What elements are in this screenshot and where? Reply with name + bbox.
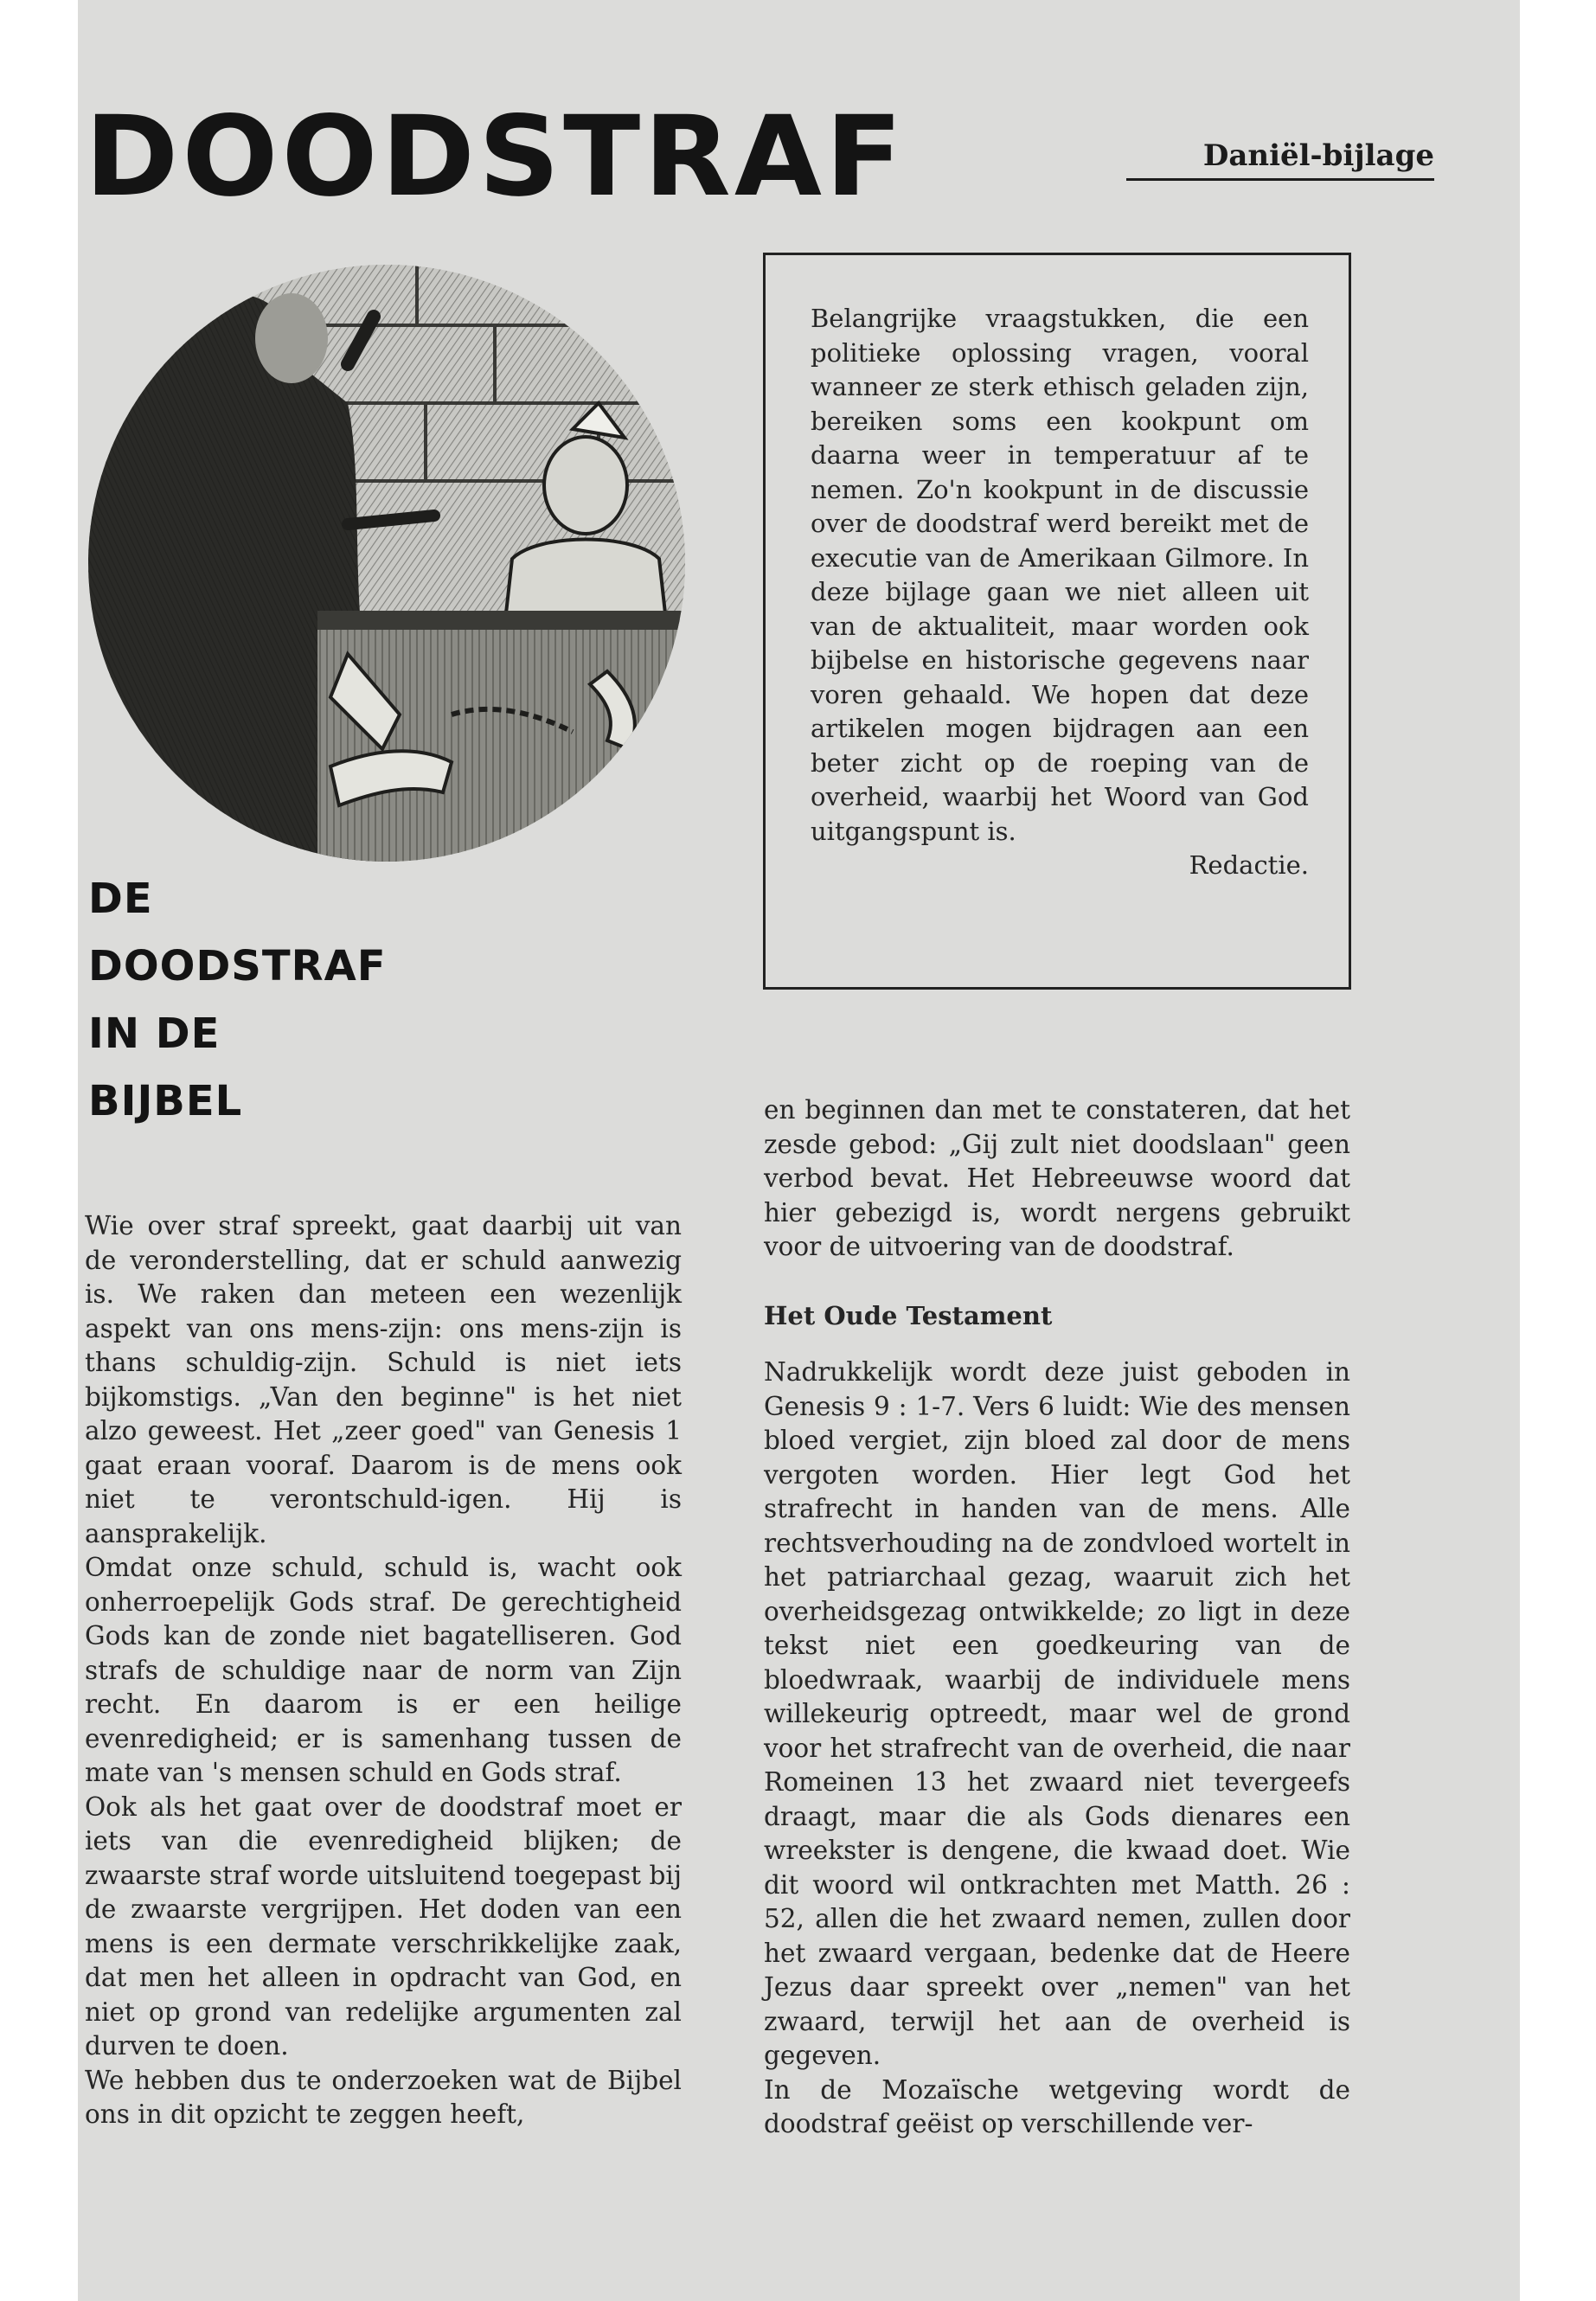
body-paragraph: Ook als het gaat over de doodstraf moet er iets van die evenredigheid blijken; de zwaarste straf worde uitsluitend toegepast bij de zwaarste vergrijpen. Het doden van een mens is een dermate verschrikkelijke zaak, dat men het alleen in opdracht van God, en niet op grond van redelijke argumenten zal durven te doen.	[85, 1791, 682, 2061]
editorial-box	[763, 253, 1351, 990]
supplement-label: Daniël-bijlage	[1126, 138, 1434, 181]
section-subheading: Het Oude Testament	[764, 1300, 1053, 1330]
body-paragraph: Omdat onze schuld, schuld is, wacht ook onherroepelijk Gods straf. De gerechtigheid Gods kan de zonde niet bagatelliseren. God strafs de schuldige naar de norm van Zijn recht. En daarom is er een heilige evenredigheid; er is samenhang tussen de mate van 's mensen schuld en Gods straf.	[85, 1553, 682, 1787]
article-title-line: IN DE	[88, 1009, 221, 1058]
scan-margin-left	[0, 0, 78, 2301]
article-title-line: BIJBEL	[88, 1077, 243, 1125]
illustration-engraving	[88, 265, 685, 862]
magazine-page	[78, 0, 1520, 2301]
body-paragraph: Nadrukkelijk wordt deze juist geboden in Genesis 9 : 1-7. Vers 6 luidt: Wie des mensen bloed vergiet, zijn bloed zal door de mens vergoten worden. Hier legt God het strafrecht in handen van de mens. Alle rechtsverhouding na de zondvloed wortelt in het patriarchaal gezag, waaruit zich het overheidsgezag ontwikkelde; zo ligt in deze tekst niet een goedkeuring van de bloedwraak, waarbij de individuele mens willekeurig optreedt, maar wel de grond voor het strafrecht van de overheid, die naar Romeinen 13 het zwaard niet tevergeefs draagt, maar die als Gods dienares een wreekster is dengene, die kwaad doet. Wie dit woord wil ontkrachten met Matth. 26 : 52, allen die het zwaard nemen, zullen door het zwaard vergaan, bedenke dat de Heere Jezus daar spreekt over „nemen" van het zwaard, terwijl het aan de overheid is gegeven.	[764, 1357, 1350, 2070]
body-paragraph: In de Mozaïsche wetgeving wordt de doodstraf geëist op verschillende ver-	[764, 2074, 1350, 2138]
masthead-title: DOODSTRAF	[85, 93, 907, 221]
article-title	[88, 865, 676, 1135]
editorial-text: Belangrijke vraagstukken, die een politieke oplossing vragen, vooral wanneer ze sterk ethisch geladen zijn, bereiken soms een kookpunt om daarna weer in temperatuur af te nemen. Zo'n kookpunt in de discussie over de doodstraf werd bereikt met de executie van de Amerikaan Gilmore. In deze bijlage gaan we niet alleen uit van de aktualiteit, maar worden ook bijbelse en historische gegevens naar voren gehaald. We hopen dat deze artikelen mogen bijdragen aan een beter zicht op de roeping van de overheid, waarbij het Woord van God uitgangspunt is.	[811, 304, 1309, 846]
prisoner-in-stocks-engraving-icon	[88, 265, 685, 862]
body-paragraph: Wie over straf spreekt, gaat daarbij uit van de veronderstelling, dat er schuld aanwezig is. We raken dan meteen een wezenlijk aspekt van ons mens-zijn: ons mens-zijn is thans schuldig-zijn. Schuld is niet iets bijkomstigs. „Van den beginne" is het niet alzo geweest. Het „zeer goed" van Genesis 1 gaat eraan vooraf. Daarom is de mens ook niet te verontschuld-igen. Hij is aansprakelijk.	[85, 1211, 682, 1548]
article-column-left	[85, 1209, 682, 2132]
body-paragraph: We hebben dus te onderzoeken wat de Bijbel ons in dit opzicht te zeggen heeft,	[85, 2065, 682, 2129]
article-title-line: DOODSTRAF	[88, 942, 387, 990]
article-column-right	[764, 1093, 1350, 2142]
editorial-signature: Redactie.	[1189, 850, 1309, 880]
body-paragraph: en beginnen dan met te constateren, dat het zesde gebod: „Gij zult niet doodslaan" geen verbod bevat. Het Hebreeuwse woord dat hier gebezigd is, wordt nergens gebruikt voor de uitvoering van de doodstraf.	[764, 1095, 1350, 1261]
article-title-line: DE	[88, 875, 153, 923]
scan-margin-right	[1520, 0, 1596, 2301]
